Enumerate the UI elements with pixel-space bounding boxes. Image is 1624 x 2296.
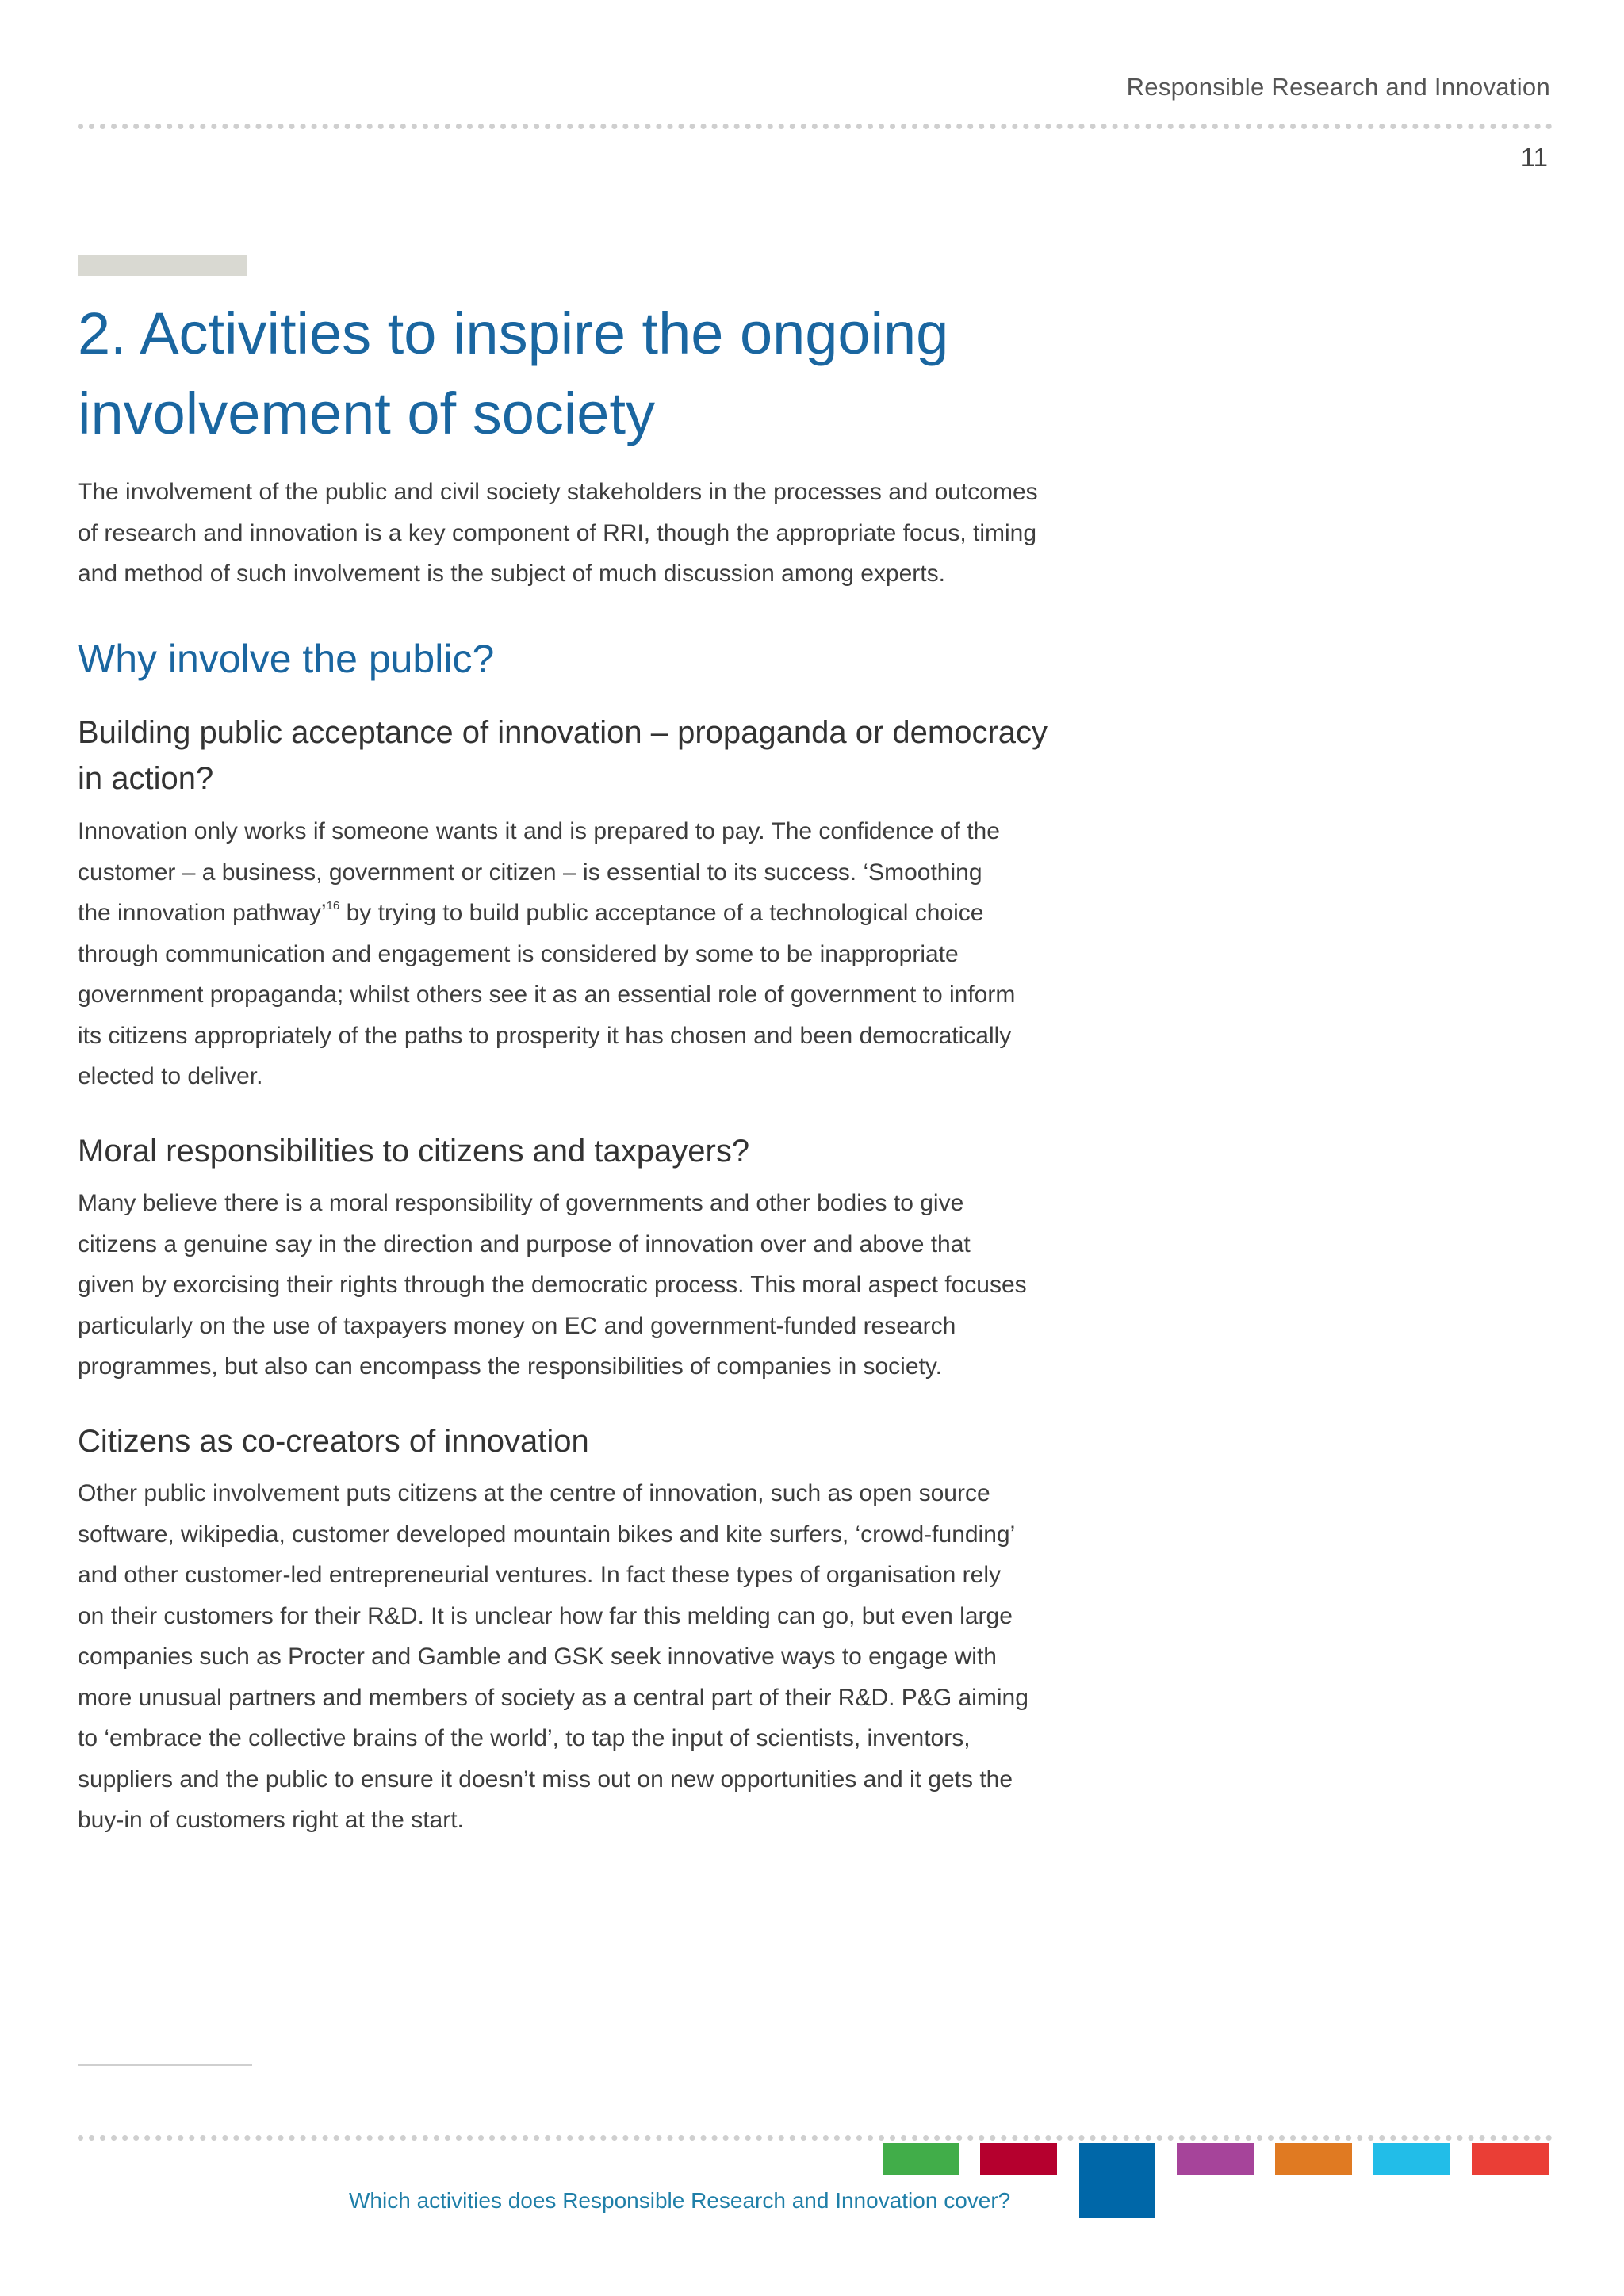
paragraph-line: particularly on the use of taxpayers money on EC and government-funded research [78, 1312, 956, 1339]
section-tab-7[interactable] [1472, 2143, 1549, 2175]
section-tab-3-active[interactable] [1079, 2143, 1155, 2218]
footer-dotted-divider [78, 2135, 1553, 2141]
paragraph-line: Other public involvement puts citizens at the centre of innovation, such as open source [78, 1480, 990, 1506]
section-tab-5[interactable] [1275, 2143, 1352, 2175]
building-heading-line-1: Building public acceptance of innovation – propaganda or democracy [78, 715, 1048, 750]
running-header-title: Responsible Research and Innovation [1126, 73, 1550, 101]
paragraph-line: to ‘embrace the collective brains of the world’, to tap the input of scientists, inventors, [78, 1725, 971, 1751]
paragraph-line: government propaganda; whilst others see it as an essential role of government to inform [78, 982, 1016, 1008]
paragraph-line: the innovation pathway’ [78, 900, 327, 926]
paragraph-line: Innovation only works if someone wants it and is prepared to pay. The confidence of the [78, 818, 1000, 844]
paragraph-line: suppliers and the public to ensure it doesn’t miss out on new opportunities and it gets the [78, 1766, 1013, 1793]
citizens-co-creators-paragraph [78, 1473, 1204, 1841]
section-tab-2[interactable] [980, 2143, 1057, 2175]
section-tab-1[interactable] [883, 2143, 959, 2175]
paragraph-line: buy-in of customers right at the start. [78, 1807, 464, 1833]
paragraph-line: given by exorcising their rights through the democratic process. This moral aspect focuses [78, 1272, 1027, 1298]
intro-line: The involvement of the public and civil society stakeholders in the processes and outcomes [78, 479, 1038, 505]
paragraph-line: elected to deliver. [78, 1063, 263, 1089]
why-involve-heading: Why involve the public? [78, 637, 495, 681]
intro-line: of research and innovation is a key component of RRI, though the appropriate focus, timing [78, 519, 1037, 546]
building-acceptance-heading [78, 710, 1204, 802]
section-title [78, 293, 1228, 453]
paragraph-line: software, wikipedia, customer developed mountain bikes and kite surfers, ‘crowd-funding’ [78, 1521, 1016, 1548]
section-accent-bar [78, 255, 247, 276]
paragraph-line: on their customers for their R&D. It is unclear how far this melding can go, but even large [78, 1602, 1013, 1629]
intro-line: and method of such involvement is the subject of much discussion among experts. [78, 561, 945, 587]
paragraph-line: companies such as Procter and Gamble and GSK seek innovative ways to engage with [78, 1644, 997, 1670]
footer-navigation-question[interactable]: Which activities does Responsible Research and Innovation cover? [349, 2188, 1011, 2213]
paragraph-line: citizens a genuine say in the direction and purpose of innovation over and above that [78, 1230, 971, 1257]
section-tab-4[interactable] [1177, 2143, 1254, 2175]
moral-responsibilities-heading: Moral responsibilities to citizens and taxpayers? [78, 1134, 750, 1169]
paragraph-line: customer – a business, government or citizen – is essential to its success. ‘Smoothing [78, 859, 982, 886]
header-dotted-divider [78, 124, 1553, 129]
moral-responsibilities-paragraph [78, 1183, 1204, 1387]
intro-paragraph [78, 472, 1204, 595]
paragraph-line: through communication and engagement is considered by some to be inappropriate [78, 940, 959, 967]
citizens-co-creators-heading: Citizens as co-creators of innovation [78, 1424, 589, 1459]
paragraph-line: by trying to build public acceptance of a technological choice [339, 900, 984, 926]
footnote-reference[interactable]: 16 [326, 899, 340, 913]
section-title-line-1: 2. Activities to inspire the ongoing [78, 300, 949, 366]
paragraph-line: programmes, but also can encompass the responsibilities of companies in society. [78, 1353, 942, 1380]
page-number: 11 [1520, 143, 1548, 172]
footnote-separator [78, 2064, 252, 2066]
paragraph-line: Many believe there is a moral responsibility of governments and other bodies to give [78, 1190, 964, 1216]
paragraph-line: and other customer-led entrepreneurial ventures. In fact these types of organisation rely [78, 1562, 1001, 1588]
paragraph-line: its citizens appropriately of the paths to prosperity it has chosen and been democratically [78, 1022, 1012, 1049]
building-acceptance-paragraph [78, 811, 1204, 1097]
section-tab-6[interactable] [1373, 2143, 1450, 2175]
building-heading-line-2: in action? [78, 761, 214, 796]
section-title-line-2: involvement of society [78, 381, 656, 446]
paragraph-line: more unusual partners and members of society as a central part of their R&D. P&G aiming [78, 1684, 1028, 1711]
